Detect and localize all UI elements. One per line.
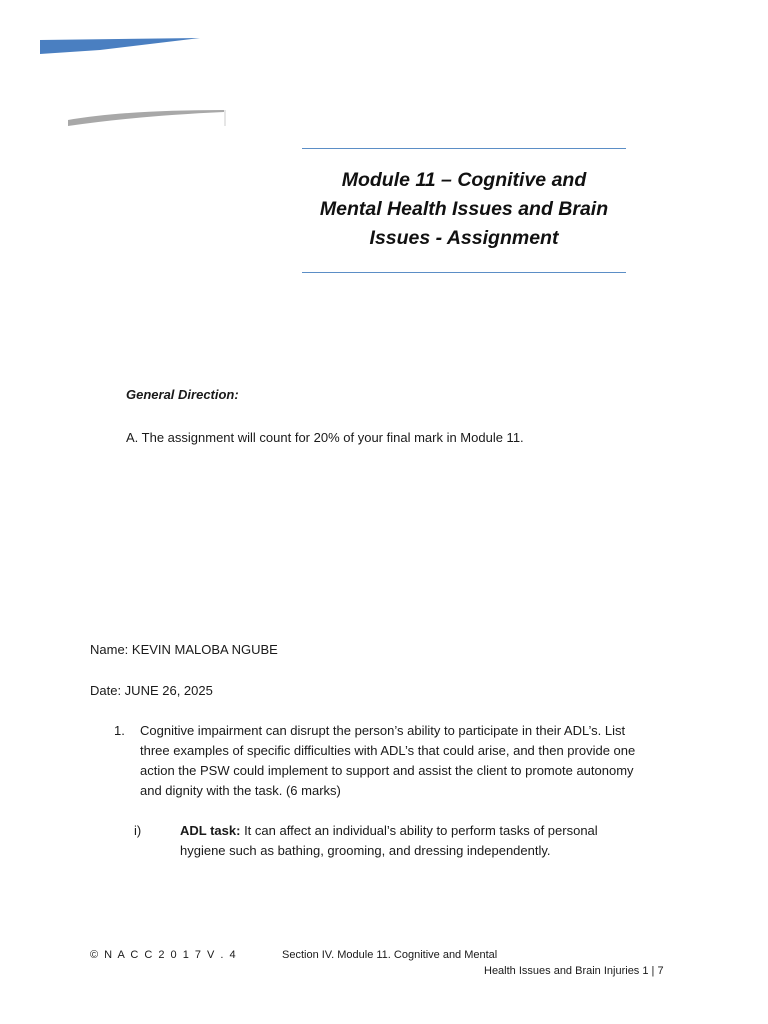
- footer-section: Section IV. Module 11. Cognitive and Mental: [282, 949, 498, 961]
- question-1-line-3: action the PSW could implement to support and assist the client to promote autonomy: [140, 763, 634, 778]
- general-direction-item-a: A. The assignment will count for 20% of your final mark in Module 11.: [126, 430, 524, 445]
- question-1-text: [140, 721, 680, 801]
- submission-date: Date: JUNE 26, 2025: [90, 683, 213, 698]
- title-line-1: Module 11 – Cognitive and: [341, 169, 587, 191]
- footer-copyright: © N A C C 2 0 1 7 V . 4: [90, 949, 238, 961]
- title-top-rule: [302, 148, 626, 149]
- general-direction-heading: General Direction:: [126, 387, 239, 402]
- answer-i-line-2: hygiene such as bathing, grooming, and dressing independently.: [180, 843, 551, 858]
- page-title: [302, 166, 626, 253]
- answer-i-line-1: [180, 821, 650, 841]
- title-bottom-rule: [302, 272, 626, 273]
- title-line-3: Issues - Assignment: [369, 227, 559, 249]
- answer-i-label: ADL task:: [180, 823, 241, 838]
- question-1-line-1: Cognitive impairment can disrupt the person’s ability to participate in their ADL’s. List: [140, 723, 626, 738]
- header-blue-swoosh-decoration: [40, 38, 200, 56]
- question-1-line-4: and dignity with the task. (6 marks): [140, 783, 341, 798]
- header-gray-swoosh-decoration: [66, 108, 228, 128]
- answer-i-line-1-rest: It can affect an individual’s ability to perform tasks of personal: [240, 823, 598, 838]
- question-1-number: 1.: [114, 723, 125, 738]
- footer-page-info: Health Issues and Brain Injuries 1 | 7: [484, 965, 664, 977]
- question-1-line-2: three examples of specific difficulties with ADL’s that could arise, and then provide one: [140, 743, 636, 758]
- answer-i-text: [180, 821, 650, 861]
- answer-i-number: i): [134, 823, 142, 838]
- title-line-2: Mental Health Issues and Brain: [319, 198, 609, 220]
- student-name: Name: KEVIN MALOBA NGUBE: [90, 642, 278, 657]
